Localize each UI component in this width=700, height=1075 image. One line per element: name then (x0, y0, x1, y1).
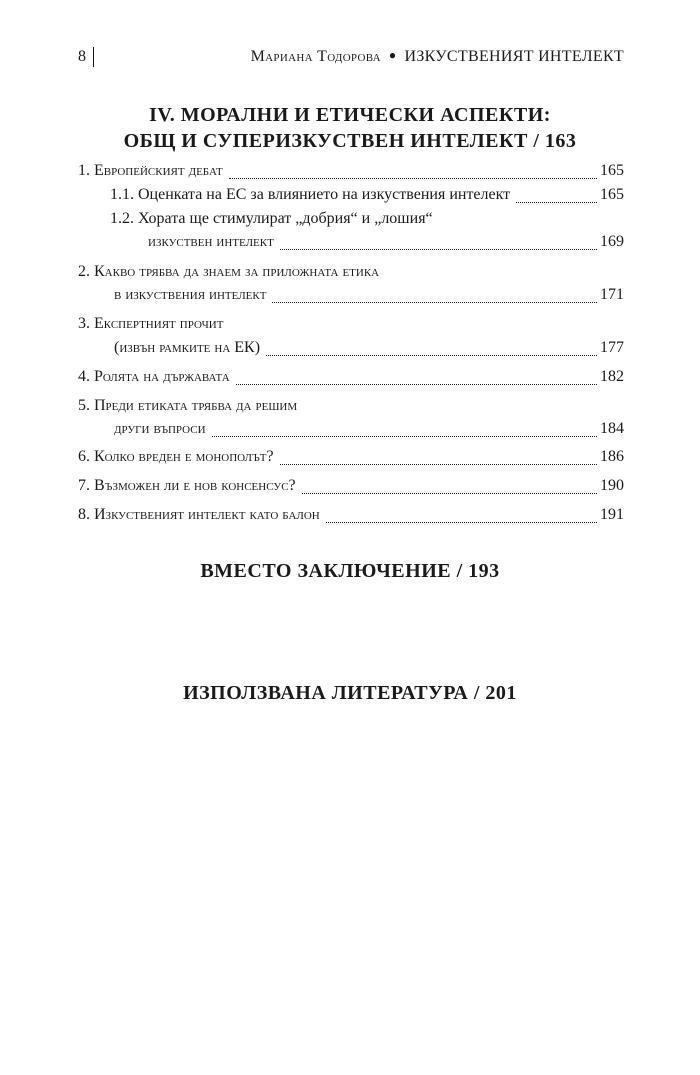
toc-page-number: 171 (600, 286, 624, 303)
toc-entry-text: 6. Колко вреден е монополът? (78, 448, 274, 465)
toc-entry-text: други въпроси (114, 420, 206, 437)
toc-page-number: 182 (600, 368, 624, 385)
dot-leader (326, 522, 597, 523)
section-title-line-2: ОБЩ И СУПЕРИЗКУСТВЕН ИНТЕЛЕКТ / 163 (123, 130, 577, 152)
dot-leader (272, 302, 597, 303)
page-header (78, 44, 624, 70)
toc-entry-3-line-2 (114, 335, 624, 361)
toc-entry-4 (78, 364, 624, 390)
toc-entry-text: 7. Възможен ли е нов консенсус? (78, 477, 296, 494)
toc-entry-text: 4. Ролята на държавата (78, 368, 230, 385)
toc-entry-8 (78, 502, 624, 528)
toc-entry-text: изкуствен интелект (148, 233, 274, 250)
toc-entry-3-line-1 (78, 311, 624, 337)
toc-page-number: 186 (600, 448, 624, 465)
toc-entry-text: в изкуствения интелект (114, 286, 267, 303)
toc-entry-7 (78, 473, 624, 499)
toc-entry-text: 1.2. Хората ще стимулират „добрия“ и „лошия“ (110, 210, 433, 227)
running-head (251, 44, 624, 70)
toc-entry-text: 1.1. Оценката на ЕС за влиянието на изкуствения интелект (110, 186, 511, 203)
toc-page-number: 184 (600, 420, 624, 437)
toc-entry-text: 2. Какво трябва да знаем за приложната етика (78, 263, 380, 280)
toc-entry-5-line-2 (114, 416, 624, 442)
toc-page-number: 169 (600, 233, 624, 250)
toc-entry-2-line-2 (114, 282, 624, 308)
dot-leader (212, 436, 597, 437)
header-divider (93, 47, 94, 67)
section-title-line-1: IV. МОРАЛНИ И ЕТИЧЕСКИ АСПЕКТИ: (149, 104, 551, 126)
book-title: ИЗКУСТВЕНИЯТ ИНТЕЛЕКТ (404, 48, 624, 65)
toc-page-number: 165 (600, 186, 624, 203)
toc-entry-1-2-line-2 (148, 229, 624, 255)
dot-leader (229, 178, 597, 179)
references-title: ИЗПОЛЗВАНА ЛИТЕРАТУРА / 201 (183, 682, 517, 704)
page-number: 8 (78, 48, 86, 65)
toc-page-number: 191 (600, 506, 624, 523)
toc-entry-1-1 (110, 182, 624, 208)
toc-page-number: 165 (600, 162, 624, 179)
toc-entry-text: 3. Експертният прочит (78, 315, 224, 332)
toc-entry-text: 8. Изкуственият интелект като балон (78, 506, 320, 523)
bullet-icon: ● (388, 48, 397, 62)
toc-entry-text: (извън рамките на ЕК) (114, 339, 261, 356)
dot-leader (280, 249, 597, 250)
toc-page-number: 190 (600, 477, 624, 494)
toc-entry-text: 5. Преди етиката трябва да решим (78, 397, 298, 414)
author-name: Мариана Тодорова (250, 48, 381, 65)
dot-leader (302, 493, 597, 494)
dot-leader (280, 464, 597, 465)
toc-entry-text: 1. Европейският дебат (78, 162, 223, 179)
toc-entry-1 (78, 158, 624, 184)
dot-leader (236, 384, 597, 385)
dot-leader (516, 202, 597, 203)
toc-entry-6 (78, 444, 624, 470)
dot-leader (266, 355, 597, 356)
toc-page-number: 177 (600, 339, 624, 356)
conclusion-title: ВМЕСТО ЗАКЛЮЧЕНИЕ / 193 (200, 560, 500, 582)
